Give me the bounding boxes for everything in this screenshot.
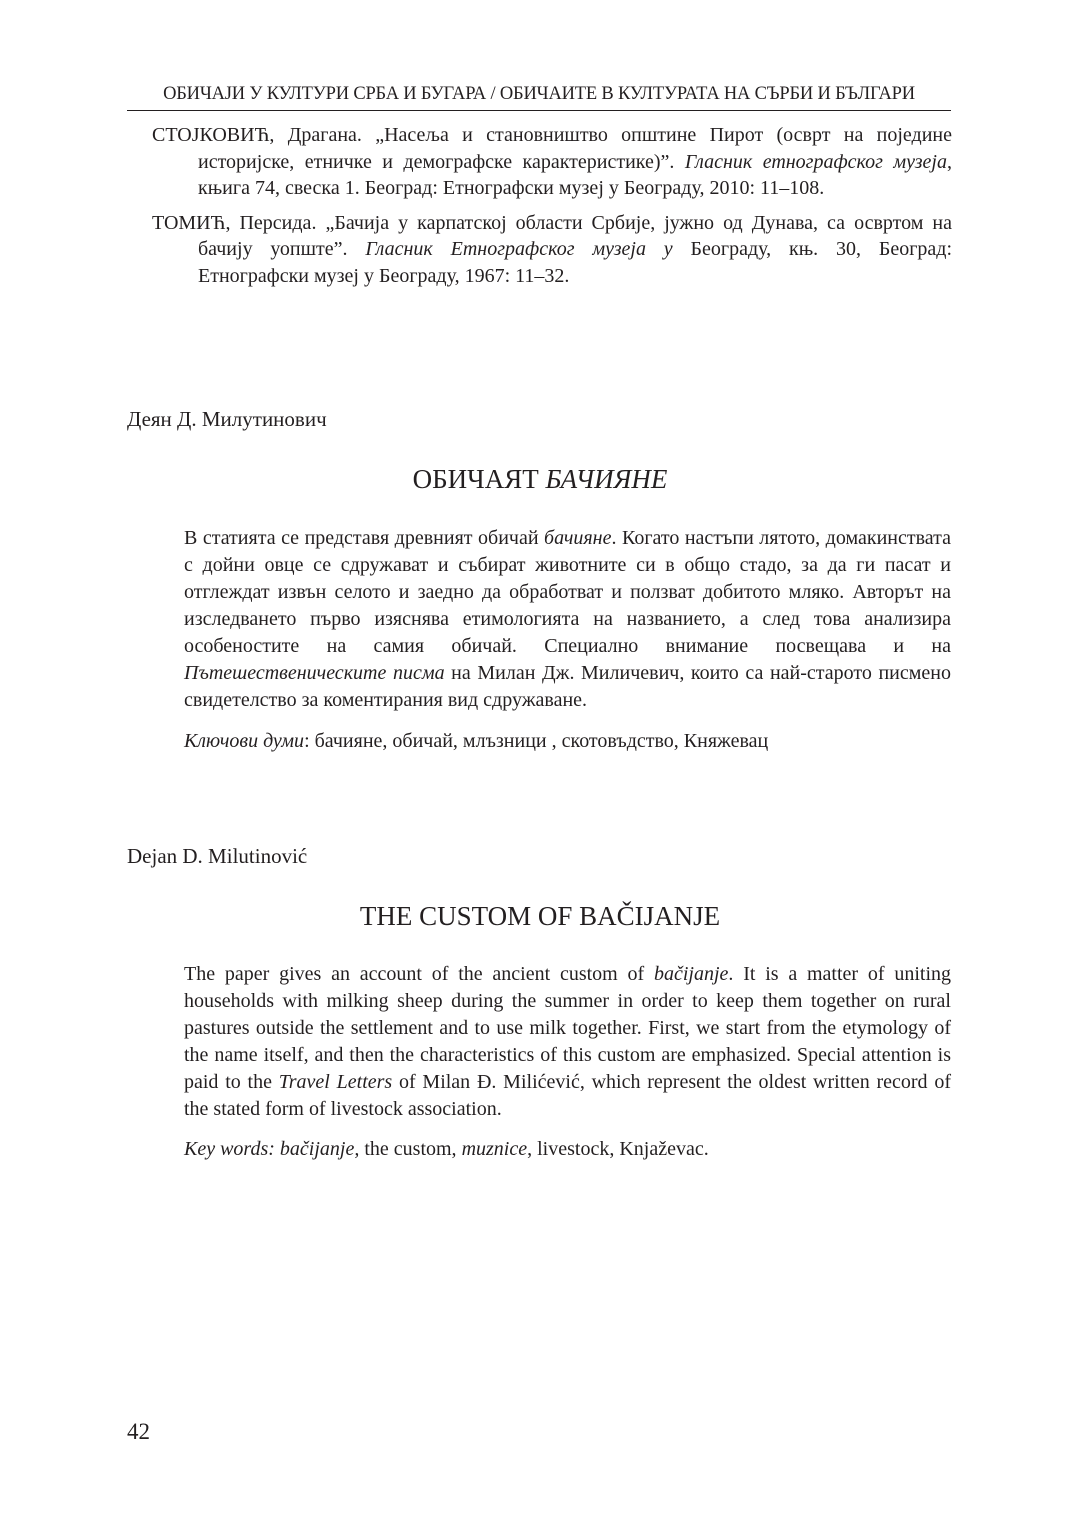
- abstract-en: [184, 961, 951, 1123]
- keywords-bg: [184, 728, 951, 755]
- reference-list: [152, 122, 952, 297]
- reference-text: , књига 74, свеска 1. Београд: Етнографски музеј у Београду, 2010: 11–108.: [198, 150, 952, 199]
- reference-author: СТОЈКОВИЋ: [152, 124, 270, 146]
- article-title-en: THE CUSTOM OF BAČIJANJE: [359, 901, 721, 931]
- abstract-text: на Милан Дж. Миличевич, които са най-старото писмено свидетелство за коментирания вид сдружаване.: [184, 662, 951, 711]
- header-rule: [127, 110, 951, 111]
- author-name-en: Dejan D. Milutinović: [127, 844, 308, 868]
- keywords-label: Ключови думи: [184, 730, 305, 752]
- keywords-text: the custom,: [359, 1138, 462, 1160]
- abstract-paragraph: [184, 961, 951, 1123]
- abstract-text: The paper gives an account of the ancient custom of: [184, 963, 654, 985]
- keywords-italic: muznice: [461, 1138, 528, 1160]
- keywords-label: Key words: bačijanje,: [184, 1138, 360, 1160]
- reference-text: Београду, књ. 30, Београд: Етнографски музеј у Београду, 1967: 11–32.: [198, 238, 953, 287]
- reference-item: [152, 122, 952, 202]
- reference-item: [152, 210, 952, 290]
- article-title-bg: [0, 462, 1080, 496]
- author-name-bg: Деян Д. Милутинович: [127, 407, 327, 431]
- title-italic: БАЧИЯНЕ: [545, 464, 668, 494]
- abstract-text: . Когато настъпи лятото, домакинствата с дойни овце се сдружават и събират животните си в общо стадо, за да ги пасат и отглеждат извън селото и заедно да обработват и ползват добитото мляко. Авторът на изследването първо изяснява етимологията на названието, а след това анализира особеностите на самия обичай. Специално внимание посвещава и на: [184, 527, 951, 657]
- abstract-text: В статията се представя древният обичай: [184, 527, 545, 549]
- running-header: ОБИЧАЈИ У КУЛТУРИ СРБА И БУГАРА / ОБИЧАИТЕ В КУЛТУРАТА НА СЪРБИ И БЪЛГАРИ: [163, 84, 915, 104]
- abstract-paragraph: [184, 525, 951, 714]
- keywords-text: : бачияне, обичай, млъзници , скотовъдство, Княжевац: [304, 730, 769, 752]
- reference-author: ТОМИЋ: [152, 211, 226, 234]
- abstract-text: . It is a matter of uniting households with milking sheep during the summer in order to keep them together on rural pastures outside the settlement and to use milk together. First, we start from the etymology of the name itself, and then the characteristics of this custom are emphasized. Special attention is paid to the: [184, 963, 951, 1093]
- abstract-italic: Пътешественическите писма: [184, 662, 445, 684]
- reference-text: , Персида. „Бачија у карпатској области Србије, јужно од Дунава, са освртом на бачију уопште”.: [198, 211, 952, 260]
- reference-text: , Драгана. „Насеља и становништво општине Пирот (осврт на поједине историјске, етничке и демографске карактеристике)”.: [198, 124, 952, 173]
- abstract-text: of Milan Đ. Milićević, which represent the oldest written record of the stated form of livestock association.: [184, 1071, 951, 1120]
- abstract-bg: [184, 525, 951, 714]
- reference-journal: Гласник етнографског музеја: [684, 150, 947, 173]
- title-text: ОБИЧАЯТ: [412, 464, 546, 494]
- keywords-en: [184, 1136, 951, 1163]
- page-number: 42: [127, 1419, 150, 1444]
- abstract-italic: бачияне: [544, 527, 612, 549]
- keywords-text: , livestock, Knjaževac.: [527, 1138, 709, 1160]
- reference-journal: Гласник Етнографског музеја у: [365, 238, 673, 260]
- abstract-italic: Travel Letters: [278, 1071, 393, 1093]
- abstract-italic: bačijanje: [653, 963, 729, 985]
